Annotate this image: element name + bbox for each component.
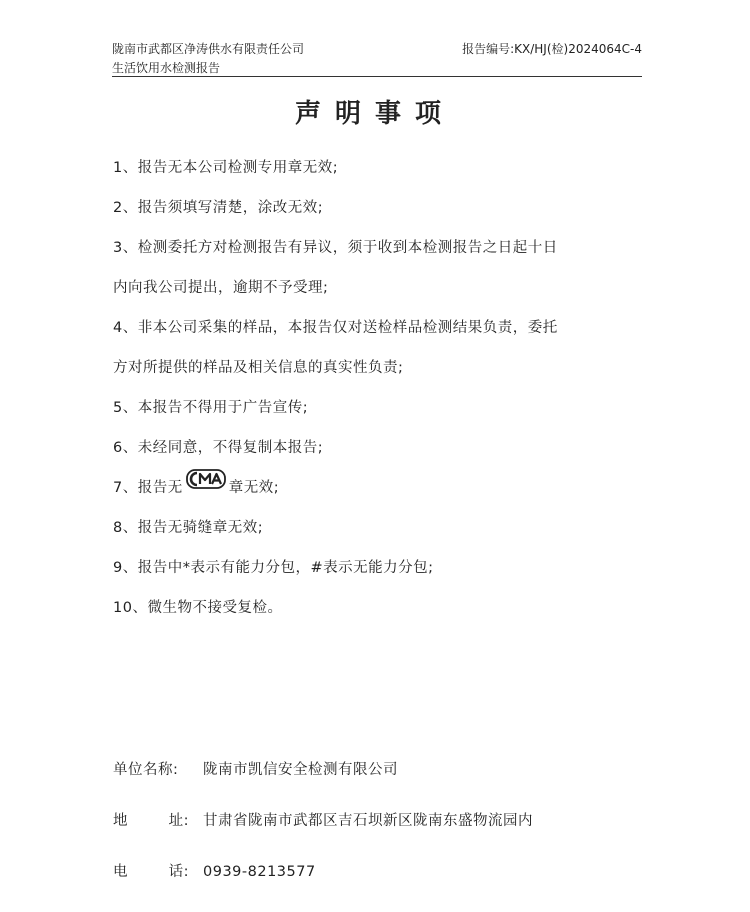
header-company: 陇南市武都区净涛供水有限责任公司: [112, 42, 305, 56]
page-header: [112, 40, 642, 78]
statement-item-3-continued: 内向我公司提出，逾期不予受理;: [113, 280, 329, 296]
statement-item-2: 2、报告须填写清楚，涂改无效;: [113, 200, 324, 216]
unit-label: 单位名称:: [113, 762, 179, 778]
statement-item-4-continued: 方对所提供的样品及相关信息的真实性负责;: [113, 360, 404, 376]
unit-row: [113, 755, 673, 806]
phone-row: [113, 857, 673, 908]
header-row-top: [112, 40, 642, 59]
phone-value: 0939-8213577: [203, 864, 316, 880]
statement-item-7: [113, 468, 643, 508]
statement-item-1: 1、报告无本公司检测专用章无效;: [113, 160, 339, 176]
phone-label: [113, 857, 189, 908]
phone-label-part-1: 电: [113, 864, 128, 880]
statement-item-6: 6、未经同意，不得复制本报告;: [113, 440, 324, 456]
phone-label-part-2: 话:: [168, 864, 189, 880]
address-value: 甘肃省陇南市武都区吉石坝新区陇南东盛物流园内: [203, 813, 533, 829]
statement-item-4: 4、非本公司采集的样品，本报告仅对送检样品检测结果负责，委托: [113, 320, 558, 336]
statement-item-5: 5、本报告不得用于广告宣传;: [113, 400, 309, 416]
statement-item-10: 10、微生物不接受复检。: [113, 600, 283, 616]
statement-item-7-prefix: 7、报告无: [113, 480, 183, 496]
cma-logo-icon: [186, 466, 226, 506]
statement-list: [113, 148, 643, 628]
address-row: [113, 806, 673, 857]
statement-item-7-suffix: 章无效;: [228, 480, 280, 496]
address-label: [113, 806, 189, 857]
statement-item-9: 9、报告中*表示有能力分包，#表示无能力分包;: [113, 560, 434, 576]
unit-value: 陇南市凯信安全检测有限公司: [203, 762, 398, 778]
company-info: [113, 755, 673, 908]
address-label-part-2: 址:: [168, 813, 189, 829]
statement-item-3: 3、检测委托方对检测报告有异议，须于收到本检测报告之日起十日: [113, 240, 558, 256]
header-report-type: 生活饮用水检测报告: [112, 61, 221, 75]
header-report-number: 报告编号:KX/HJ(检)2024064C-4: [462, 42, 642, 56]
header-divider: [112, 76, 642, 77]
statement-item-8: 8、报告无骑缝章无效;: [113, 520, 264, 536]
page-title: 声明事项: [294, 99, 455, 129]
address-label-part-1: 地: [113, 813, 128, 829]
